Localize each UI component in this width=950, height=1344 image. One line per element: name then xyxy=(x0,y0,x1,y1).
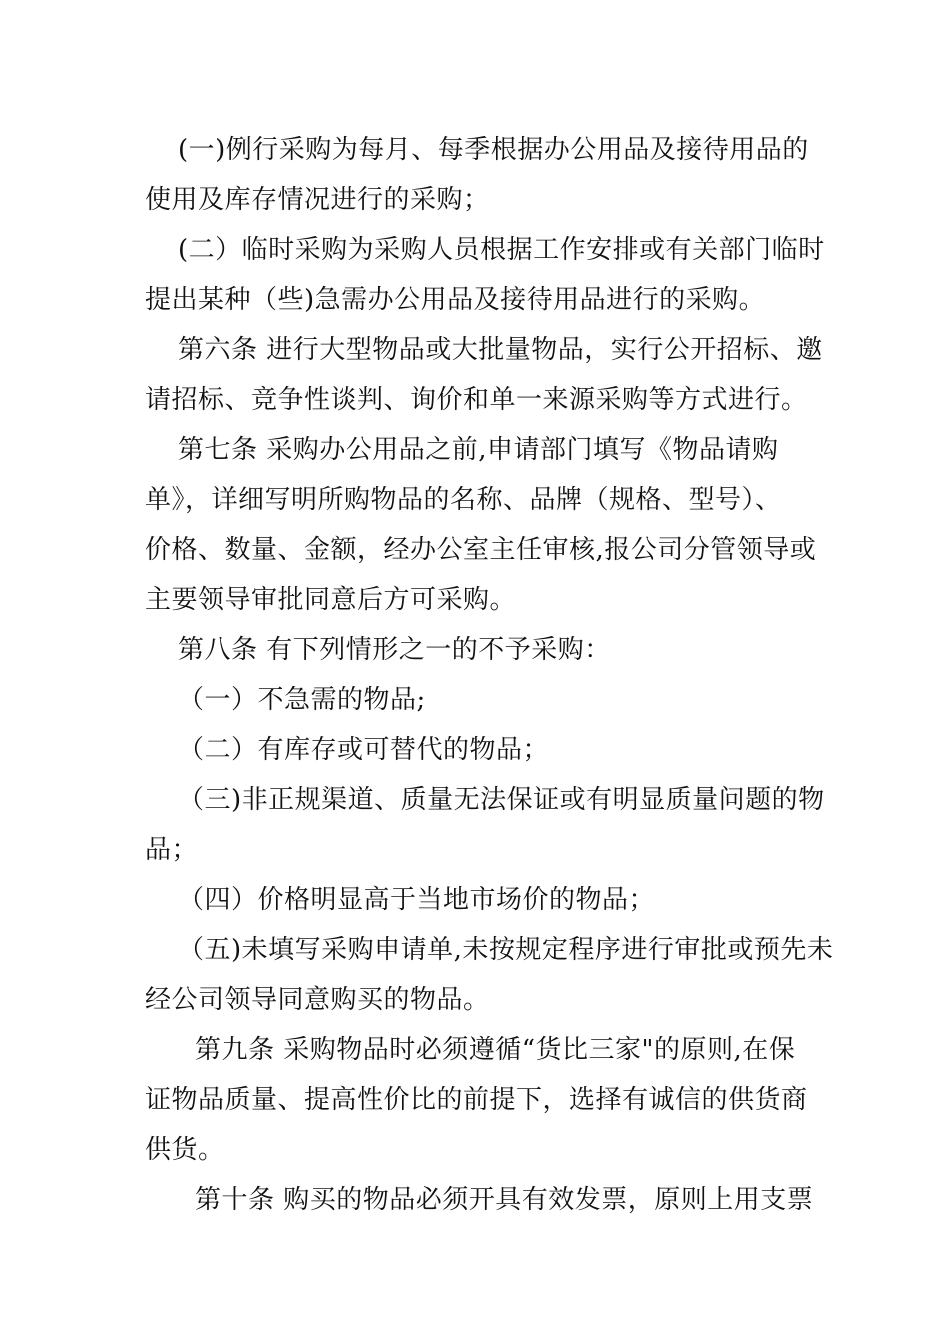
text-line-16: （四）价格明显高于当地市场价的物品； xyxy=(178,885,656,915)
text-line-2: 使用及库存情况进行的采购； xyxy=(145,185,490,215)
text-line-10: 主要领导审批同意后方可采购。 xyxy=(145,585,517,615)
text-line-17: （五)未填写采购申请单,未按规定程序进行审批或预先未 xyxy=(178,935,834,965)
text-line-3: (二）临时采购为采购人员根据工作安排或有关部门临时 xyxy=(178,235,825,265)
text-line-19: 第九条 采购物品时必须遵循“货比三家"的原则,在保 xyxy=(195,1035,796,1065)
text-line-9: 价格、数量、金额，经办公室主任审核,报公司分管领导或 xyxy=(145,535,817,565)
text-line-1: (一)例行采购为每月、每季根据办公用品及接待用品的 xyxy=(178,135,809,165)
text-line-20: 证物品质量、提高性价比的前提下，选择有诚信的供货商 xyxy=(145,1085,808,1115)
text-line-8: 单》，详细写明所购物品的名称、品牌（规格、型号）、 xyxy=(145,485,782,515)
text-line-14: （三)非正规渠道、质量无法保证或有明显质量问题的物 xyxy=(178,785,825,815)
text-line-15: 品； xyxy=(145,835,199,865)
text-line-21: 供货。 xyxy=(145,1135,225,1165)
text-line-13: （二）有库存或可替代的物品； xyxy=(178,735,550,765)
text-line-18: 经公司领导同意购买的物品。 xyxy=(145,985,490,1015)
text-line-6: 请招标、竞争性谈判、询价和单一来源采购等方式进行。 xyxy=(145,385,808,415)
text-line-11: 第八条 有下列情形之一的不予采购： xyxy=(178,635,611,665)
text-line-5: 第六条 进行大型物品或大批量物品，实行公开招标、邀 xyxy=(178,335,823,365)
text-line-12: （一）不急需的物品; xyxy=(178,685,426,715)
text-line-4: 提出某种（些)急需办公用品及接待用品进行的采购。 xyxy=(145,285,766,315)
text-line-7: 第七条 采购办公用品之前,申请部门填写《物品请购 xyxy=(178,435,779,465)
text-line-22: 第十条 购买的物品必须开具有效发票，原则上用支票 xyxy=(195,1185,814,1215)
